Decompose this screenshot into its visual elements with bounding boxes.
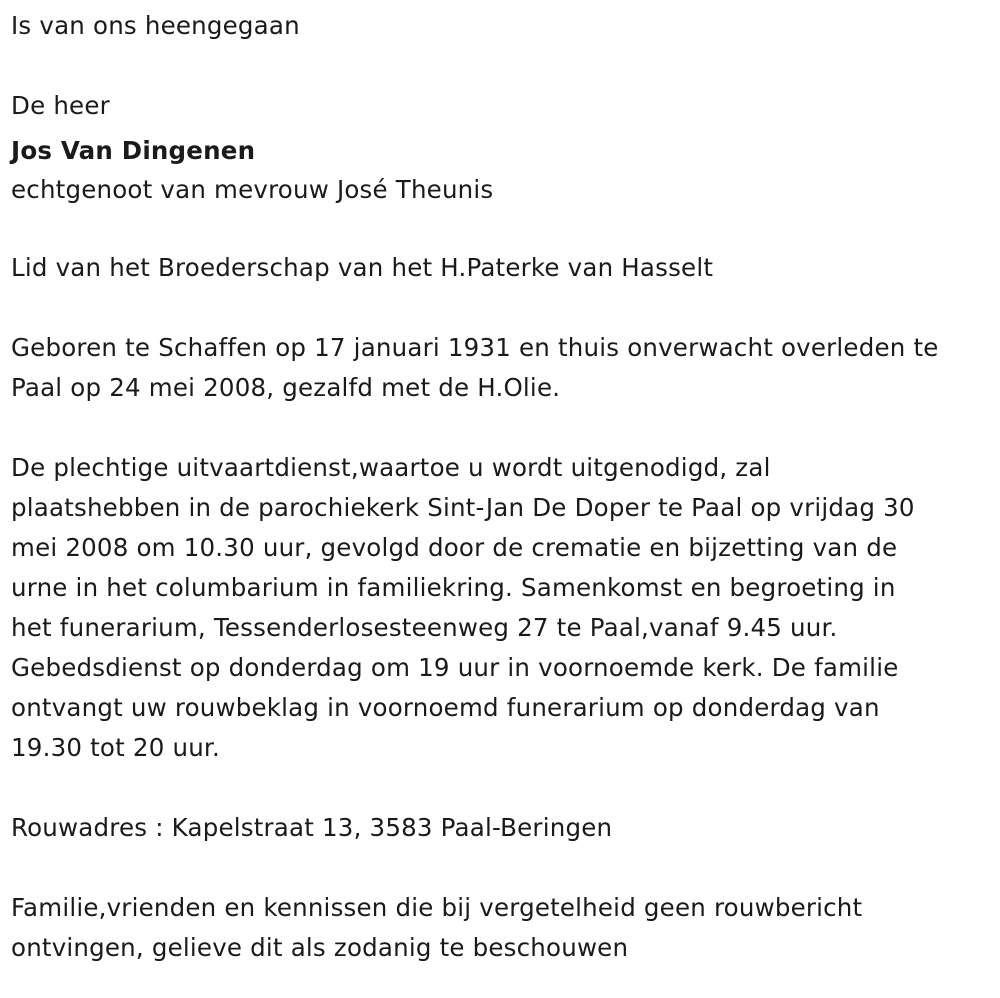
paragraph-line: urne in het columbarium in familiekring. Samenkomst en begroeting in <box>11 573 896 602</box>
paragraph-line: ontvingen, gelieve dit als zodanig te beschouwen <box>11 933 629 962</box>
death-notice <box>11 6 996 968</box>
spacer <box>11 208 996 248</box>
paragraph-line: Geboren te Schaffen op 17 januari 1931 en thuis onverwacht overleden te <box>11 333 939 362</box>
spouse-line: echtgenoot van mevrouw José Theunis <box>11 175 494 204</box>
paragraph-line: 19.30 tot 20 uur. <box>11 733 220 762</box>
spacer <box>11 288 996 328</box>
paragraph-line: Familie,vrienden en kennissen die bij vergetelheid geen rouwbericht <box>11 893 863 922</box>
intro-line: Is van ons heengegaan <box>11 11 300 40</box>
paragraph-line: het funerarium, Tessenderlosesteenweg 27 te Paal,vanaf 9.45 uur. <box>11 613 838 642</box>
salutation: De heer <box>11 91 110 120</box>
service-paragraph <box>11 448 996 768</box>
paragraph-line: Gebedsdienst op donderdag om 19 uur in voornoemde kerk. De familie <box>11 653 899 682</box>
membership-line: Lid van het Broederschap van het H.Paterke van Hasselt <box>11 253 714 282</box>
deceased-name: Jos Van Dingenen <box>11 136 256 165</box>
spacer <box>11 848 996 888</box>
spacer <box>11 768 996 808</box>
spacer <box>11 46 996 86</box>
paragraph-line: De plechtige uitvaartdienst,waartoe u wordt uitgenodigd, zal <box>11 453 771 482</box>
spacer <box>11 408 996 448</box>
paragraph-line: ontvangt uw rouwbeklag in voornoemd funerarium op donderdag van <box>11 693 880 722</box>
paragraph-line: Paal op 24 mei 2008, gezalfd met de H.Olie. <box>11 373 561 402</box>
paragraph-line: plaatshebben in de parochiekerk Sint-Jan De Doper te Paal op vrijdag 30 <box>11 493 915 522</box>
closing-paragraph <box>11 888 996 968</box>
birth-death-paragraph <box>11 328 996 408</box>
paragraph-line: mei 2008 om 10.30 uur, gevolgd door de crematie en bijzetting van de <box>11 533 898 562</box>
address-line: Rouwadres : Kapelstraat 13, 3583 Paal-Beringen <box>11 813 613 842</box>
